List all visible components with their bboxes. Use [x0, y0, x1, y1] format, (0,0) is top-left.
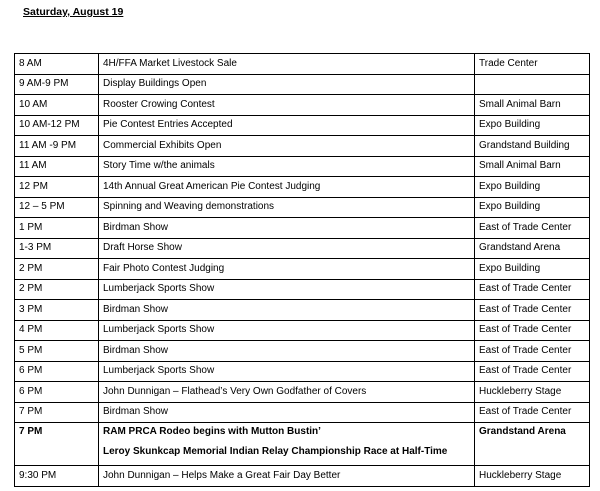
event-cell: 4H/FFA Market Livestock Sale	[99, 54, 475, 75]
table-row	[15, 259, 590, 280]
table-row	[15, 74, 590, 95]
event-cell: 14th Annual Great American Pie Contest Judging	[99, 177, 475, 198]
time-cell: 1 PM	[15, 218, 99, 239]
location-cell: East of Trade Center	[475, 402, 590, 423]
event-cell: Rooster Crowing Contest	[99, 95, 475, 116]
location-cell	[475, 74, 590, 95]
event-cell: Spinning and Weaving demonstrations	[99, 197, 475, 218]
time-cell: 8 AM	[15, 54, 99, 75]
table-row	[15, 238, 590, 259]
event-cell: Story Time w/the animals	[99, 156, 475, 177]
schedule-body	[15, 54, 590, 487]
location-cell: East of Trade Center	[475, 320, 590, 341]
event-cell: Birdman Show	[99, 218, 475, 239]
table-row	[15, 402, 590, 423]
location-cell: Expo Building	[475, 259, 590, 280]
location-cell: Small Animal Barn	[475, 156, 590, 177]
time-cell: 10 AM-12 PM	[15, 115, 99, 136]
location-cell: East of Trade Center	[475, 361, 590, 382]
event-cell: Display Buildings Open	[99, 74, 475, 95]
time-cell: 9:30 PM	[15, 466, 99, 487]
time-cell: 6 PM	[15, 382, 99, 403]
table-row	[15, 218, 590, 239]
table-row	[15, 115, 590, 136]
time-cell: 2 PM	[15, 279, 99, 300]
table-row	[15, 320, 590, 341]
location-cell: East of Trade Center	[475, 279, 590, 300]
location-cell: East of Trade Center	[475, 218, 590, 239]
event-cell: Commercial Exhibits Open	[99, 136, 475, 157]
table-row	[15, 382, 590, 403]
location-cell: Grandstand Arena	[475, 238, 590, 259]
table-row	[15, 177, 590, 198]
time-cell: 2 PM	[15, 259, 99, 280]
location-cell: Expo Building	[475, 115, 590, 136]
time-cell: 7 PM	[15, 423, 99, 466]
table-row	[15, 156, 590, 177]
table-row-featured	[15, 423, 590, 466]
event-cell	[99, 423, 475, 466]
time-cell: 1-3 PM	[15, 238, 99, 259]
location-cell: East of Trade Center	[475, 341, 590, 362]
table-row	[15, 466, 590, 487]
schedule-table	[14, 53, 590, 487]
event-cell: Birdman Show	[99, 341, 475, 362]
location-cell: Grandstand Arena	[475, 423, 590, 466]
table-row	[15, 279, 590, 300]
location-cell: Huckleberry Stage	[475, 466, 590, 487]
table-row	[15, 341, 590, 362]
event-cell: Birdman Show	[99, 402, 475, 423]
time-cell: 12 – 5 PM	[15, 197, 99, 218]
time-cell: 11 AM -9 PM	[15, 136, 99, 157]
event-cell: Lumberjack Sports Show	[99, 279, 475, 300]
event-cell: Lumberjack Sports Show	[99, 320, 475, 341]
table-row	[15, 300, 590, 321]
table-row	[15, 95, 590, 116]
time-cell: 3 PM	[15, 300, 99, 321]
event-cell: Fair Photo Contest Judging	[99, 259, 475, 280]
location-cell: Expo Building	[475, 177, 590, 198]
event-cell: Birdman Show	[99, 300, 475, 321]
event-cell: John Dunnigan – Helps Make a Great Fair Day Better	[99, 466, 475, 487]
table-row	[15, 197, 590, 218]
event-cell: Draft Horse Show	[99, 238, 475, 259]
location-cell: Small Animal Barn	[475, 95, 590, 116]
time-cell: 11 AM	[15, 156, 99, 177]
time-cell: 4 PM	[15, 320, 99, 341]
time-cell: 12 PM	[15, 177, 99, 198]
time-cell: 9 AM-9 PM	[15, 74, 99, 95]
event-cell: John Dunnigan – Flathead’s Very Own Godfather of Covers	[99, 382, 475, 403]
time-cell: 5 PM	[15, 341, 99, 362]
table-row	[15, 54, 590, 75]
event-line-2: Leroy Skunkcap Memorial Indian Relay Championship Race at Half-Time	[103, 446, 448, 457]
time-cell: 7 PM	[15, 402, 99, 423]
event-line-1: RAM PRCA Rodeo begins with Mutton Bustin’	[103, 426, 321, 437]
location-cell: Trade Center	[475, 54, 590, 75]
event-cell: Lumberjack Sports Show	[99, 361, 475, 382]
time-cell: 6 PM	[15, 361, 99, 382]
table-row	[15, 361, 590, 382]
time-cell: 10 AM	[15, 95, 99, 116]
event-cell: Pie Contest Entries Accepted	[99, 115, 475, 136]
table-row	[15, 136, 590, 157]
page-heading: Saturday, August 19	[23, 6, 124, 18]
location-cell: Huckleberry Stage	[475, 382, 590, 403]
location-cell: Grandstand Building	[475, 136, 590, 157]
location-cell: Expo Building	[475, 197, 590, 218]
location-cell: East of Trade Center	[475, 300, 590, 321]
